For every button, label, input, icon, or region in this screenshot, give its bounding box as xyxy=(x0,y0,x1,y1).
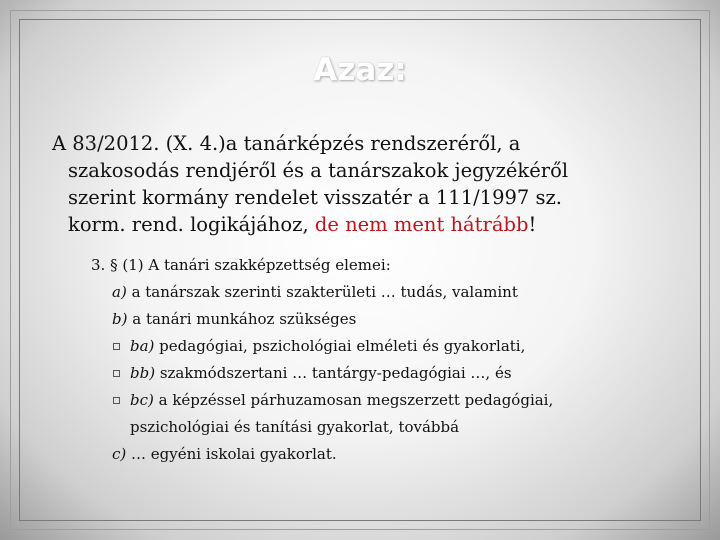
intro-paragraph xyxy=(52,130,672,238)
item-label: ba) xyxy=(130,337,155,355)
item-text: a tanári munkához szükséges xyxy=(127,310,357,328)
square-bullet-icon xyxy=(113,370,120,377)
item-label: bc) xyxy=(130,391,154,409)
item-text: szakmódszertani … tantárgy-pedagógiai …, és xyxy=(155,364,512,382)
intro-line-2: szakosodás rendjéről és a tanárszakok jegyzékéről xyxy=(68,159,569,182)
intro-line-4 xyxy=(52,211,672,238)
item-label: c) xyxy=(112,445,127,463)
list-item-a xyxy=(91,279,691,306)
item-label: b) xyxy=(112,310,128,328)
list-item-bb xyxy=(91,360,691,387)
intro-line-3: szerint kormány rendelet visszatér a 111/1997 sz. xyxy=(68,186,562,209)
list-item-ba xyxy=(91,333,691,360)
section-heading: 3. § (1) A tanári szakképzettség elemei: xyxy=(91,256,391,274)
list-item-bc-continued: pszichológiai és tanítási gyakorlat, továbbá xyxy=(130,418,460,436)
square-bullet-icon xyxy=(113,397,120,404)
item-text: pedagógiai, pszichológiai elméleti és gyakorlati, xyxy=(154,337,526,355)
item-text: a képzéssel párhuzamosan megszerzett pedagógiai, xyxy=(153,391,554,409)
square-bullet-icon xyxy=(113,343,120,350)
item-label: bb) xyxy=(130,364,156,382)
item-label: a) xyxy=(112,283,127,301)
highlight-text: de nem ment hátrább xyxy=(314,213,529,236)
item-text: … egyéni iskolai gyakorlat. xyxy=(126,445,337,463)
item-text: a tanárszak szerinti szakterületi … tudás, valamint xyxy=(126,283,518,301)
list-item-bc xyxy=(91,387,691,414)
law-excerpt xyxy=(91,252,691,468)
slide-title: Azaz: xyxy=(313,52,407,88)
list-item-b xyxy=(91,306,691,333)
list-item-c xyxy=(91,441,691,468)
intro-line-4-text: korm. rend. logikájához, xyxy=(68,213,315,236)
exclamation: ! xyxy=(528,213,537,236)
intro-line-1: A 83/2012. (X. 4.)a tanárképzés rendszeréről, a xyxy=(52,132,521,155)
